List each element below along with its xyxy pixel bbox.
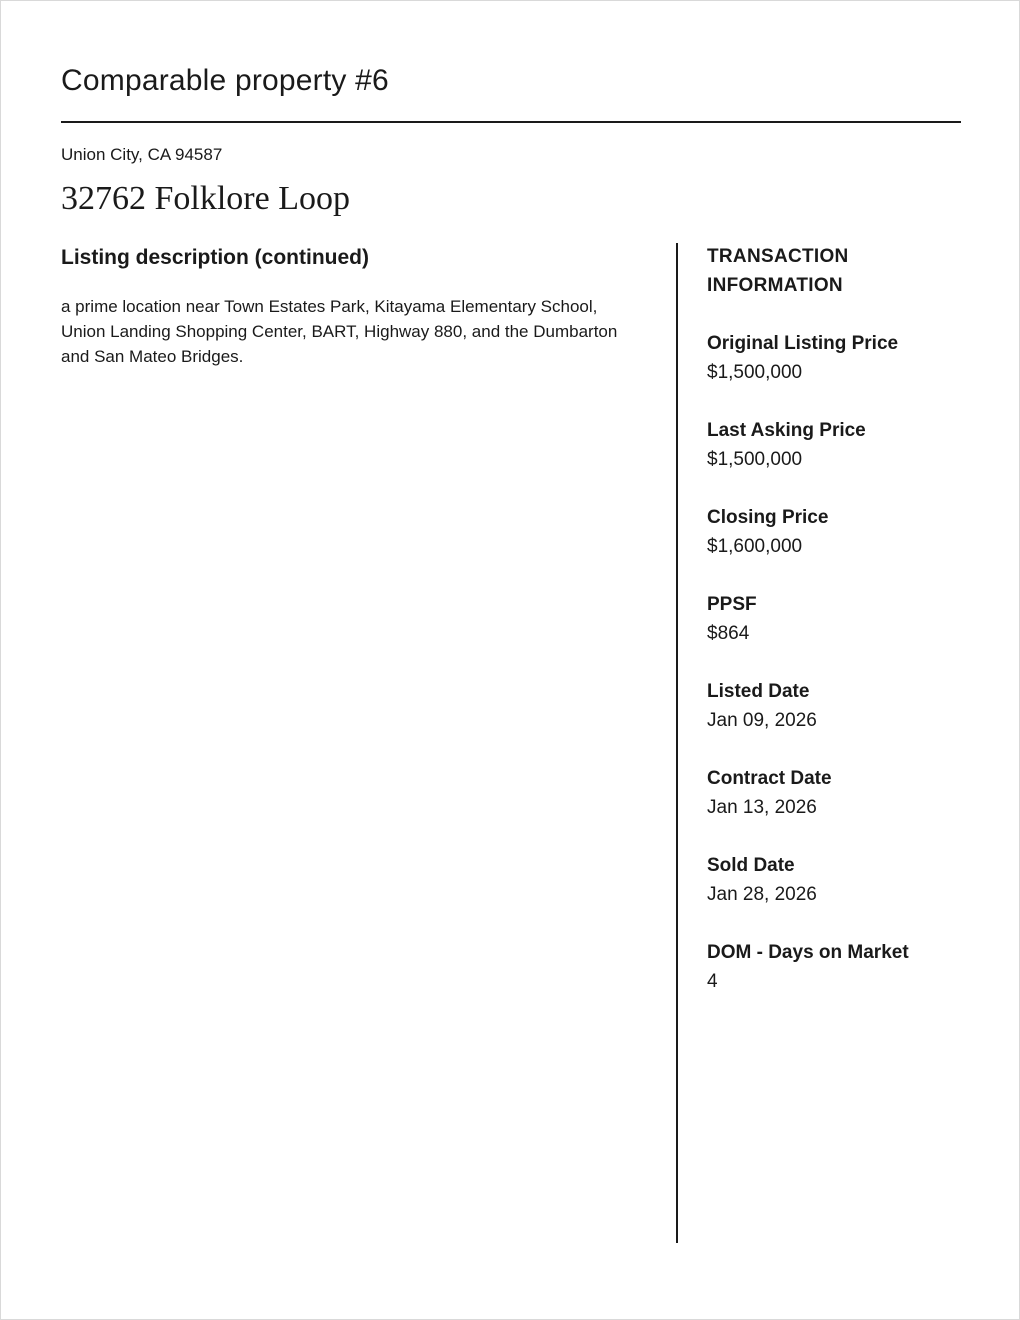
info-value: $864	[707, 623, 750, 644]
heading-divider	[61, 121, 961, 123]
listing-description-heading: Listing description (continued)	[61, 246, 369, 269]
info-label: Contract Date	[707, 768, 832, 789]
info-item-ppsf	[707, 590, 957, 648]
info-label: PPSF	[707, 594, 757, 615]
transaction-information-title: TRANSACTION INFORMATION	[707, 246, 849, 296]
info-label: Sold Date	[707, 855, 795, 876]
column-divider	[676, 243, 678, 1243]
info-value: Jan 28, 2026	[707, 884, 817, 905]
page-title: Comparable property #6	[61, 64, 389, 97]
property-address: 32762 Folklore Loop	[61, 180, 350, 217]
info-item-last-asking-price	[707, 416, 957, 474]
info-label: DOM - Days on Market	[707, 942, 909, 963]
info-value: 4	[707, 971, 718, 992]
info-value: $1,500,000	[707, 362, 803, 383]
info-value: Jan 09, 2026	[707, 710, 817, 731]
info-item-sold-date	[707, 851, 957, 909]
transaction-information-panel	[707, 242, 957, 1025]
info-value: Jan 13, 2026	[707, 797, 817, 818]
info-item-contract-date	[707, 764, 957, 822]
listing-description-text: a prime location near Town Estates Park, Kitayama Elementary School, Union Landing Shopping Center, BART, Highway 880, and the Dumbarton and San Mateo Bridges.	[61, 297, 618, 366]
listing-description	[61, 244, 646, 369]
info-label: Original Listing Price	[707, 333, 899, 354]
info-value: $1,500,000	[707, 449, 803, 470]
info-label: Last Asking Price	[707, 420, 866, 441]
info-item-closing-price	[707, 503, 957, 561]
info-item-listed-date	[707, 677, 957, 735]
info-label: Listed Date	[707, 681, 810, 702]
property-city-line: Union City, CA 94587	[61, 145, 223, 164]
info-label: Closing Price	[707, 507, 829, 528]
info-value: $1,600,000	[707, 536, 803, 557]
info-item-original-listing-price	[707, 329, 957, 387]
info-item-days-on-market	[707, 938, 957, 996]
